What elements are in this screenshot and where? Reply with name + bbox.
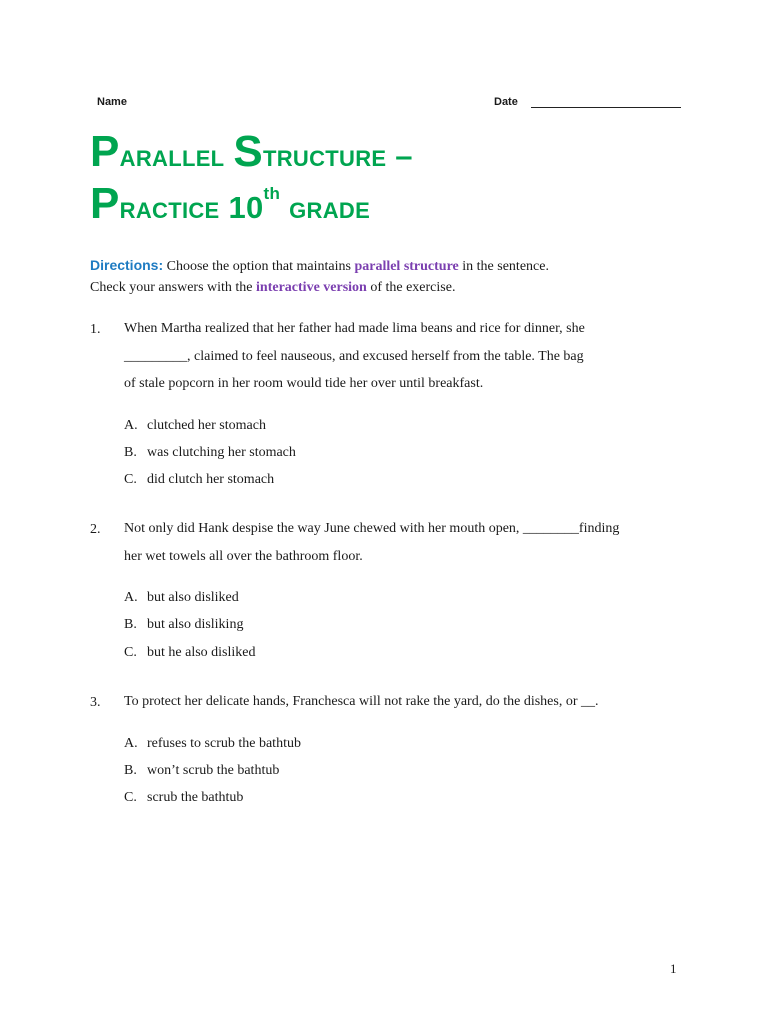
- option-text: but he also disliked: [147, 644, 256, 660]
- answer-option-c[interactable]: [124, 466, 690, 493]
- question-text: [124, 688, 690, 716]
- question-line: of stale popcorn in her room would tide her over until breakfast.: [124, 376, 484, 391]
- question-line: _________, claimed to feel nauseous, and excused herself from the table. The bag: [124, 348, 584, 364]
- option-letter: A.: [124, 735, 138, 751]
- answer-options: [124, 730, 690, 812]
- page-title: [90, 127, 413, 228]
- title-text-grade: grade: [280, 190, 371, 225]
- option-letter: C.: [124, 472, 137, 488]
- option-letter: B.: [124, 444, 137, 460]
- question-text: [124, 515, 690, 570]
- option-letter: A.: [124, 590, 138, 605]
- option-text: but also disliked: [147, 590, 239, 605]
- question-line: When Martha realized that her father had made lima beans and rice for dinner, she: [124, 321, 585, 336]
- date-label: Date: [494, 96, 518, 108]
- date-field-line: [531, 107, 681, 108]
- option-text: was clutching her stomach: [147, 444, 296, 460]
- answer-option-a[interactable]: [124, 730, 690, 757]
- option-text: clutched her stomach: [147, 417, 266, 433]
- worksheet-header: [97, 96, 681, 112]
- title-text-ractice: ractice 10: [119, 190, 264, 225]
- directions-label: Directions:: [90, 257, 164, 273]
- directions-text-2: in the sentence.: [458, 259, 549, 274]
- answer-option-a[interactable]: [124, 412, 690, 439]
- directions-text-1: Choose the option that maintains: [163, 259, 355, 274]
- question-line: her wet towels all over the bathroom floor.: [124, 548, 363, 564]
- question-3: [90, 695, 690, 811]
- answer-options: [124, 584, 690, 666]
- option-text: refuses to scrub the bathtub: [147, 735, 301, 751]
- parallel-structure-link[interactable]: parallel structure: [354, 259, 459, 274]
- question-number: 1.: [90, 322, 101, 337]
- option-letter: A.: [124, 417, 138, 433]
- option-letter: C.: [124, 644, 137, 660]
- answer-option-a[interactable]: [124, 584, 690, 611]
- option-text: scrub the bathtub: [147, 790, 244, 806]
- answer-option-b[interactable]: [124, 757, 690, 784]
- answer-option-b[interactable]: [124, 439, 690, 466]
- directions-block: [90, 255, 690, 298]
- question-2: [90, 522, 690, 666]
- question-number: 3.: [90, 695, 101, 710]
- title-text-tructure: tructure –: [262, 138, 413, 173]
- option-letter: C.: [124, 790, 137, 806]
- question-line: Not only did Hank despise the way June chewed with her mouth open, ________finding: [124, 521, 620, 536]
- interactive-version-link[interactable]: interactive version: [256, 280, 367, 295]
- title-initial-p: P: [90, 127, 120, 176]
- answer-option-b[interactable]: [124, 611, 690, 638]
- title-superscript: th: [263, 184, 281, 203]
- question-line: To protect her delicate hands, Franchesca will not rake the yard, do the dishes, or __.: [124, 694, 599, 709]
- option-letter: B.: [124, 762, 137, 778]
- option-text: won’t scrub the bathtub: [147, 762, 280, 778]
- directions-text-3: Check your answers with the: [90, 280, 257, 295]
- title-initial-s: S: [233, 127, 263, 176]
- name-label: Name: [97, 96, 127, 108]
- option-text: did clutch her stomach: [147, 472, 275, 488]
- answer-option-c[interactable]: [124, 784, 690, 811]
- directions-text-4: of the exercise.: [366, 280, 456, 295]
- title-text-arallel: arallel: [119, 138, 234, 173]
- option-letter: B.: [124, 617, 137, 633]
- answer-options: [124, 412, 690, 494]
- question-text: [124, 315, 690, 398]
- title-initial-p2: P: [90, 179, 120, 228]
- question-1: [90, 322, 690, 493]
- page-number: 1: [670, 961, 677, 976]
- option-text: but also disliking: [147, 617, 244, 633]
- answer-option-c[interactable]: [124, 639, 690, 666]
- question-number: 2.: [90, 522, 101, 537]
